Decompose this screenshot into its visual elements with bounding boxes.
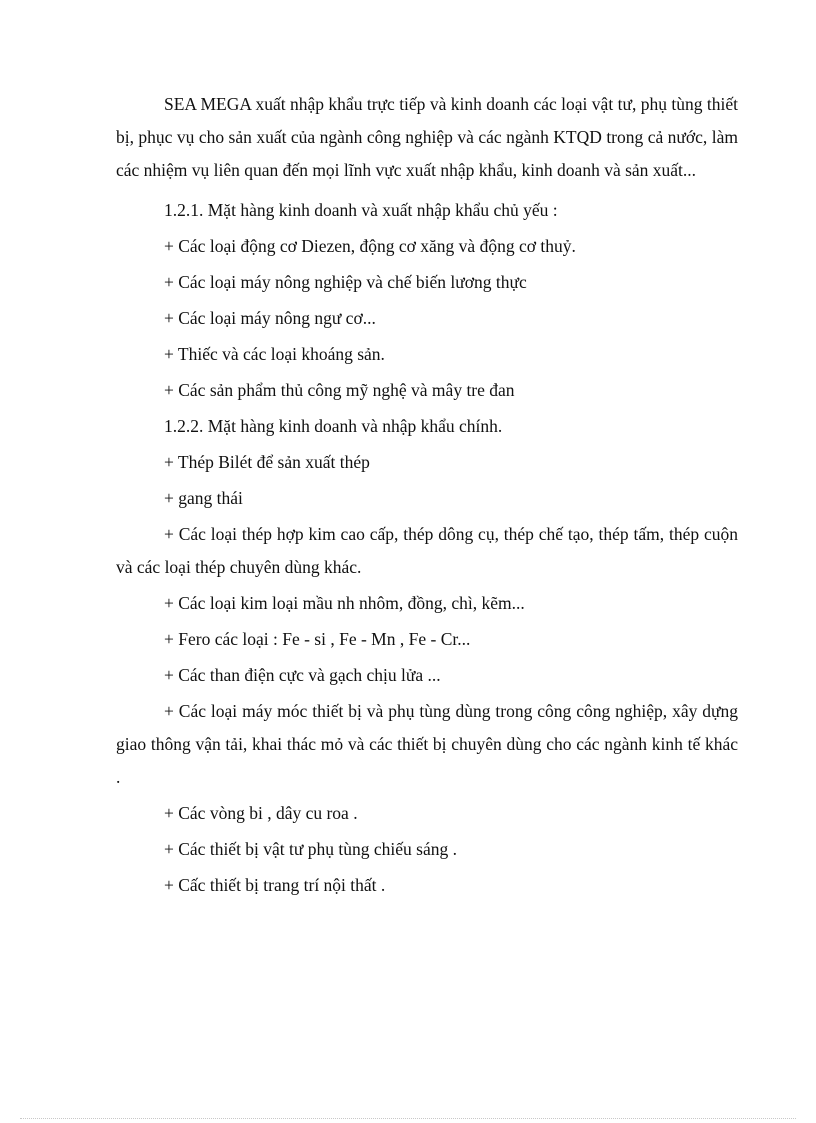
list-item: + Các loại kim loại mầu nh nhôm, đồng, chì, kẽm... bbox=[164, 593, 525, 613]
list-item: + Các loại động cơ Diezen, động cơ xăng và động cơ thuỷ. bbox=[164, 236, 576, 256]
list-item: + Thép Bilét để sản xuất thép bbox=[164, 452, 370, 472]
page-bottom-divider bbox=[20, 1118, 796, 1119]
list-item: + gang thái bbox=[164, 488, 243, 508]
section-heading: 1.2.1. Mặt hàng kinh doanh và xuất nhập khẩu chủ yếu : bbox=[164, 200, 558, 220]
intro-paragraph: SEA MEGA xuất nhập khẩu trực tiếp và kinh doanh các loại vật tư, phụ tùng thiết bị, phục vụ cho sản xuất của ngành công nghiệp và các ngành KTQD trong cả nước, làm các nhiệm vụ liên quan đến mọi lĩnh vực xuất nhập khẩu, kinh doanh và sản xuất... bbox=[116, 94, 738, 180]
list-item: + Các vòng bi , dây cu roa . bbox=[164, 803, 358, 823]
list-item: + Cấc thiết bị trang trí nội thất . bbox=[164, 875, 386, 895]
list-item: + Thiếc và các loại khoáng sản. bbox=[164, 344, 385, 364]
list-item: + Các loại máy nông ngư cơ... bbox=[164, 308, 376, 328]
list-item: + Fero các loại : Fe - si , Fe - Mn , Fe - Cr... bbox=[164, 629, 471, 649]
list-item: + Các loại máy móc thiết bị và phụ tùng dùng trong công công nghiệp, xây dựng giao thông vận tải, khai thác mỏ và các thiết bị chuyên dùng cho các ngành kinh tế khác . bbox=[116, 701, 738, 787]
list-item: + Các thiết bị vật tư phụ tùng chiếu sáng . bbox=[164, 839, 457, 859]
list-item: + Các sản phẩm thủ công mỹ nghệ và mây tre đan bbox=[164, 380, 515, 400]
section-heading: 1.2.2. Mặt hàng kinh doanh và nhập khẩu chính. bbox=[164, 416, 503, 436]
list-item: + Các loại thép hợp kim cao cấp, thép dông cụ, thép chế tạo, thép tấm, thép cuộn và các loại thép chuyên dùng khác. bbox=[116, 524, 738, 577]
list-item: + Các than điện cực và gạch chịu lửa ... bbox=[164, 665, 441, 685]
list-item: + Các loại máy nông nghiệp và chế biến lương thực bbox=[164, 272, 527, 292]
